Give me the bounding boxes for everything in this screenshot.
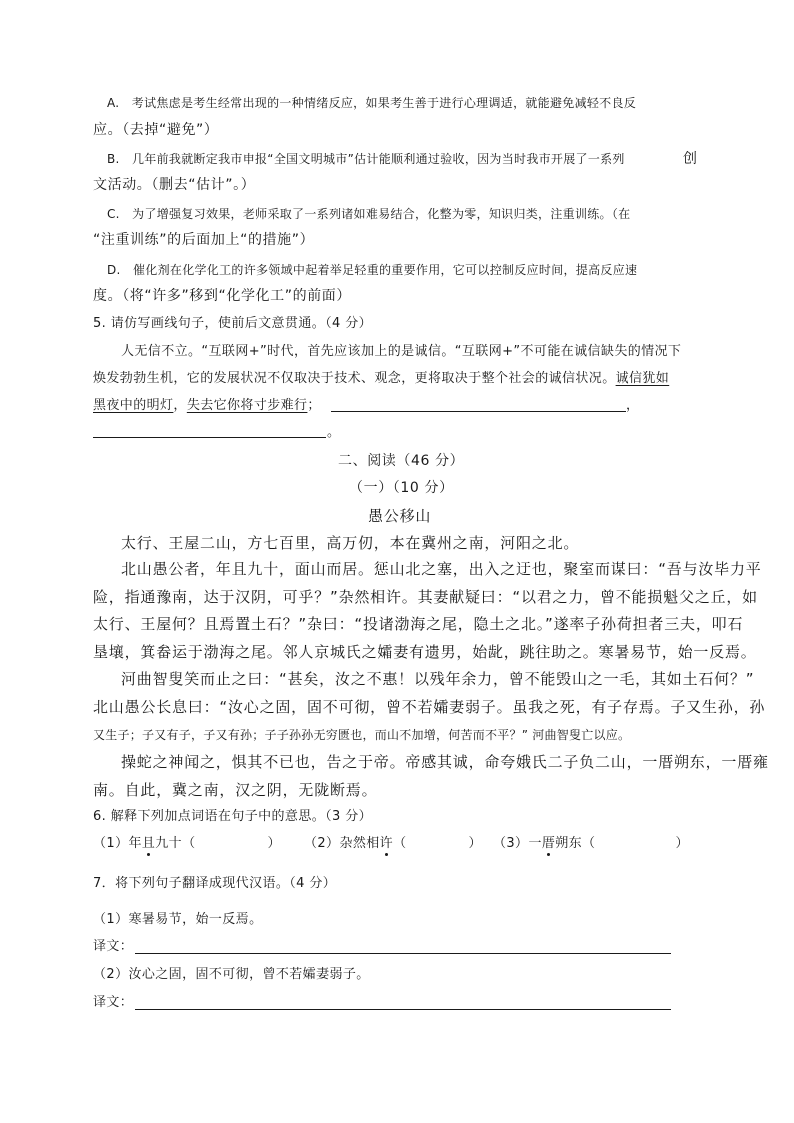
underlined-sentence-start: 诚信犹如 — [615, 371, 670, 386]
answer-blank-2[interactable] — [93, 437, 326, 438]
q7-sentence-1: （1）寒暑易节，始一反焉。 — [93, 912, 263, 927]
passage-line: 操蛇之神闻之，惧其不已也，告之于帝。帝感其诚，命夸娥氏二子负二山，一厝朔东，一厝雍 — [121, 753, 769, 771]
question-5-stem: 5. 请仿写画线句子，使前后文意贯通。（4 分） — [93, 316, 373, 331]
q5-passage-text: 焕发勃勃生机，它的发展状况不仅取决于技术、观念，更将取决于整个社会的诚信状况。 — [93, 371, 616, 386]
passage-line: 南。自此，冀之南，汉之阴，无陇断焉。 — [93, 781, 378, 799]
comma: ， — [173, 398, 187, 413]
option-a — [107, 97, 636, 109]
option-a-continuation: 应。（去掉“避免”） — [93, 122, 219, 138]
section-heading: 二、阅读（46 分） — [338, 453, 465, 469]
translation-label-2: 译文： — [93, 995, 134, 1010]
option-d-letter: D. — [107, 263, 121, 277]
option-b-text: 几年前我就断定我市申报“全国文明城市”估计能顺利通过验收，因为当时我市开展了一系列 — [132, 152, 625, 166]
option-c — [107, 208, 630, 220]
option-a-text: 考试焦虑是考生经常出现的一种情绪反应，如果考生善于进行心理调适，就能避免减轻不良反 — [131, 96, 637, 110]
option-c-text: 为了增强复习效果，老师采取了一系列诸如难易结合，化整为零，知识归类，注重训练。（在 — [132, 207, 631, 221]
option-d — [107, 264, 637, 276]
underlined-phrase-2: 失去它你将寸步难行 — [186, 398, 308, 413]
underlined-phrase-1: 黑夜中的明灯 — [93, 398, 174, 413]
translation-line-2[interactable] — [135, 1009, 671, 1010]
question-6-stem: 6. 解释下列加点词语在句子中的意思。（3 分） — [93, 809, 373, 824]
option-b-continuation: 文活动。（删去“估计”。） — [93, 177, 256, 193]
q5-passage-line-1: 人无信不立。“互联网+”时代，首先应该加上的是诚信。“互联网+”不可能在诚信缺失的情况下 — [121, 344, 682, 359]
question-6-items — [93, 837, 689, 850]
option-c-letter: C. — [107, 207, 120, 221]
translation-label-1: 译文： — [93, 939, 134, 954]
option-b-letter: B. — [107, 152, 120, 166]
q6-item-3: （3）一厝朔东（ ） — [492, 836, 689, 851]
answer-blank-1[interactable] — [331, 411, 626, 412]
passage-line: 又生子；子又有子，子又有孙；子子孙孙无穷匮也，而山不加增，何苦而不平？” 河曲智叟亡以应。 — [93, 728, 631, 742]
passage-line: 险，指通豫南，达于汉阴，可乎？”杂然相许。其妻献疑曰：“以君之力，曾不能损魁父之丘，如 — [93, 588, 758, 606]
option-d-text: 催化剂在化学化工的许多领域中起着举足轻重的重要作用，它可以控制反应时间，提高反应速 — [133, 263, 638, 277]
q5-passage-line-2 — [93, 372, 669, 385]
passage-line: 北山愚公长息曰：“汝心之固，固不可彻，曾不若孀妻弱子。虽我之死，有子存焉。子又生孙，孙 — [93, 698, 766, 716]
option-d-continuation: 度。（将“许多”移到“化学化工”的前面） — [93, 288, 352, 304]
dotted-char: 且 — [141, 836, 156, 851]
passage-line: 北山愚公者，年且九十，面山而居。惩山北之塞，出入之迂也，聚室而谋曰：“吾与汝毕力平 — [121, 560, 762, 578]
option-a-letter: A. — [107, 96, 120, 110]
dotted-char: 厝 — [541, 836, 556, 851]
passage-title: 愚公移山 — [368, 507, 432, 525]
q6-item-1: （1）年且九十（ ） — [93, 836, 281, 851]
passage-line: 太行、王屋何？且焉置土石？”杂曰：“投诸渤海之尾，隐土之北。”遂率子孙荷担者三夫，叩石 — [93, 615, 744, 633]
passage-line: 垦壤，箕畚运于渤海之尾。邻人京城氏之孀妻有遗男，始龀，跳往助之。寒暑易节，始一反焉。 — [93, 643, 757, 661]
option-b-tail: 创 — [683, 151, 698, 167]
semicolon: ； — [307, 398, 321, 413]
translation-line-1[interactable] — [135, 953, 671, 954]
q7-sentence-2: （2）汝心之固，固不可彻，曾不若孀妻弱子。 — [93, 967, 370, 982]
option-b — [107, 153, 625, 165]
q5-passage-line-3 — [93, 399, 321, 412]
part-heading: （一）（10 分） — [349, 480, 454, 496]
dotted-char: 许 — [379, 836, 394, 851]
passage-line: 河曲智叟笑而止之曰：“甚矣，汝之不惠！以残年余力，曾不能毁山之一毛，其如土石何？” — [121, 670, 755, 688]
option-c-continuation: “注重训练”的后面加上“的措施”） — [93, 232, 315, 248]
answer-blank-2-punct: 。 — [327, 425, 341, 440]
passage-para-1: 太行、王屋二山，方七百里，高万仞，本在冀州之南，河阳之北。 — [121, 534, 580, 552]
q6-item-2: （2）杂然相许（ ） — [303, 836, 482, 851]
question-7-stem: 7．将下列句子翻译成现代汉语。（4 分） — [93, 876, 337, 891]
answer-blank-1-punct: ， — [626, 398, 640, 413]
